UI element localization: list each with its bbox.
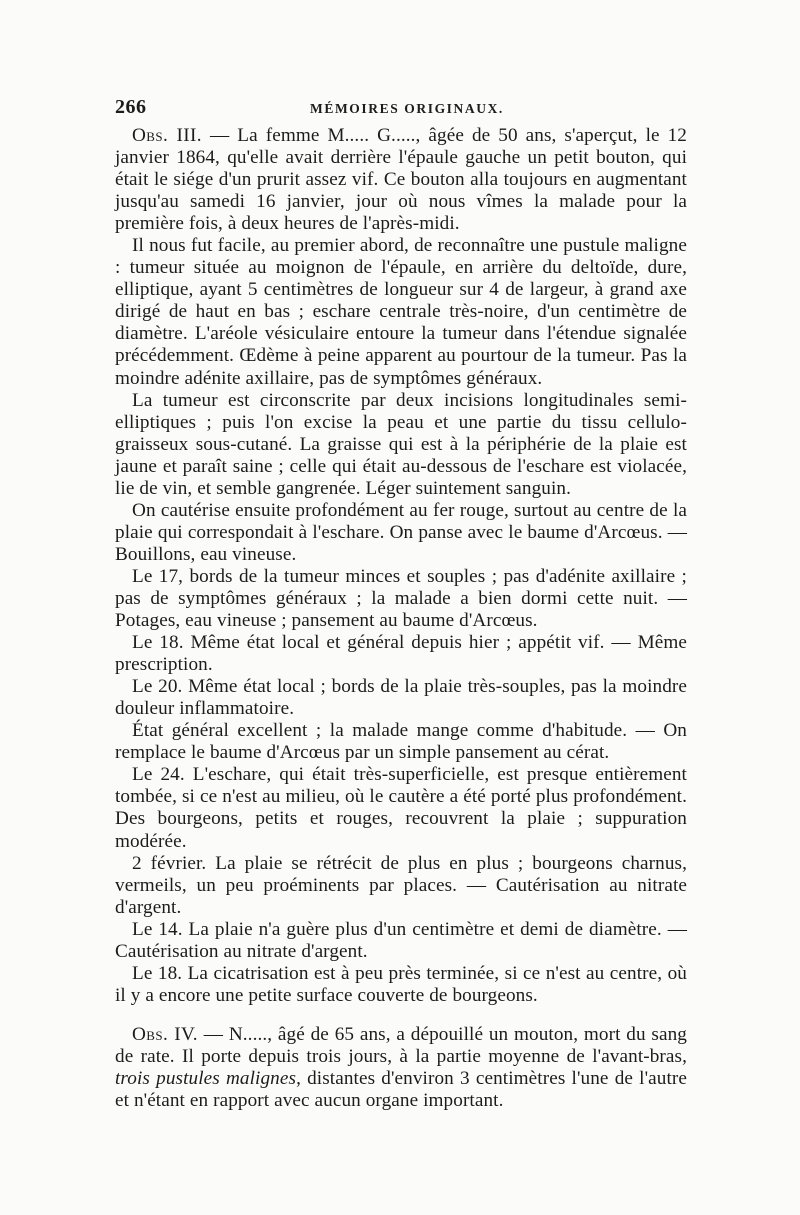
italic-phrase: trois pustules malignes — [115, 1067, 297, 1089]
paragraph: État général excellent ; la malade mange comme d'habitude. — On remplace le baume d'Arcœus par un simple pansement au cérat. — [115, 720, 687, 764]
body-text — [115, 125, 687, 1112]
paragraph-text: — La femme M..... G....., âgée de 50 ans, s'aperçut, le 12 janvier 1864, qu'elle avait derrière l'épaule gauche un petit bouton, qui était le siége d'un prurit assez vif. Ce bouton alla toujours en augmentant jusqu'au samedi 16 janvier, jour où nous vîmes la malade pour la première fois, à deux heures de l'après-midi. — [115, 125, 687, 235]
paragraph-observation-4 — [115, 1024, 687, 1112]
paragraph: Le 14. La plaie n'a guère plus d'un centimètre et demi de diamètre. — Cautérisation au nitrate d'argent. — [115, 918, 687, 962]
paragraph: Le 17, bords de la tumeur minces et souples ; pas d'adénite axillaire ; pas de symptômes généraux ; la malade a bien dormi cette nuit. — Potages, eau vineuse ; pansement au baume d'Arcœus. — [115, 565, 687, 632]
paragraph: Le 24. L'eschare, qui était très-superficielle, est presque entièrement tombée, si ce n'est au milieu, où le cautère a été porté plus profondément. Des bourgeons, petits et rouges, recouvrent la plaie ; suppuration modérée. — [115, 764, 687, 852]
observation-label: Obs. III. — [132, 125, 203, 146]
paragraph: Le 20. Même état local ; bords de la plaie très-souples, pas la moindre douleur inflammatoire. — [115, 676, 687, 720]
paragraph: On cautérise ensuite profondément au fer rouge, surtout au centre de la plaie qui correspondait à l'eschare. On panse avec le baume d'Arcœus. — Bouillons, eau vineuse. — [115, 499, 687, 565]
paragraph: 2 février. La plaie se rétrécit de plus en plus ; bourgeons charnus, vermeils, un peu proéminents par places. — Cautérisation au nitrate d'argent. — [115, 852, 687, 918]
running-title: MÉMOIRES ORIGINAUX. — [310, 101, 504, 116]
page-number: 266 — [115, 96, 147, 118]
paragraph-text: , distantes d'environ 3 centimètres l'une de l'autre et n'étant en rapport avec aucun organe important. — [115, 1067, 687, 1112]
section-spacer — [115, 1007, 687, 1024]
paragraph: Il nous fut facile, au premier abord, de reconnaître une pustule maligne : tumeur située au moignon de l'épaule, en arrière du deltoïde, dure, elliptique, ayant 5 centimètres de longueur sur 4 de largeur, à grand axe dirigé de haut en bas ; eschare centrale très-noire, d'un centimètre de diamètre. L'aréole vésiculaire entoure la tumeur dans l'étendue signalée précédemment. Œdème à peine apparent au pourtour de la tumeur. Pas la moindre adénite axillaire, pas de symptômes généraux. — [115, 235, 687, 389]
paragraph-observation-3 — [115, 125, 687, 235]
paragraph: Le 18. La cicatrisation est à peu près terminée, si ce n'est au centre, où il y a encore une petite surface couverte de bourgeons. — [115, 962, 687, 1006]
page-header — [115, 96, 685, 126]
paragraph: La tumeur est circonscrite par deux incisions longitudinales semi-elliptiques ; puis l'on excise la peau et une partie du tissu cellulo-graisseux sous-cutané. La graisse qui est à la périphérie de la plaie est jaune et paraît saine ; celle qui était au-dessous de l'eschare est violacée, lie de vin, et semble gangrenée. Léger suintement sanguin. — [115, 389, 687, 499]
paragraph: Le 18. Même état local et général depuis hier ; appétit vif. — Même prescription. — [115, 632, 687, 676]
paragraph-text: — N....., âgé de 65 ans, a dépouillé un mouton, mort du sang de rate. Il porte depuis trois jours, à la partie moyenne de l'avant-bras, — [115, 1023, 687, 1067]
observation-label: Obs. IV. — [132, 1023, 198, 1045]
